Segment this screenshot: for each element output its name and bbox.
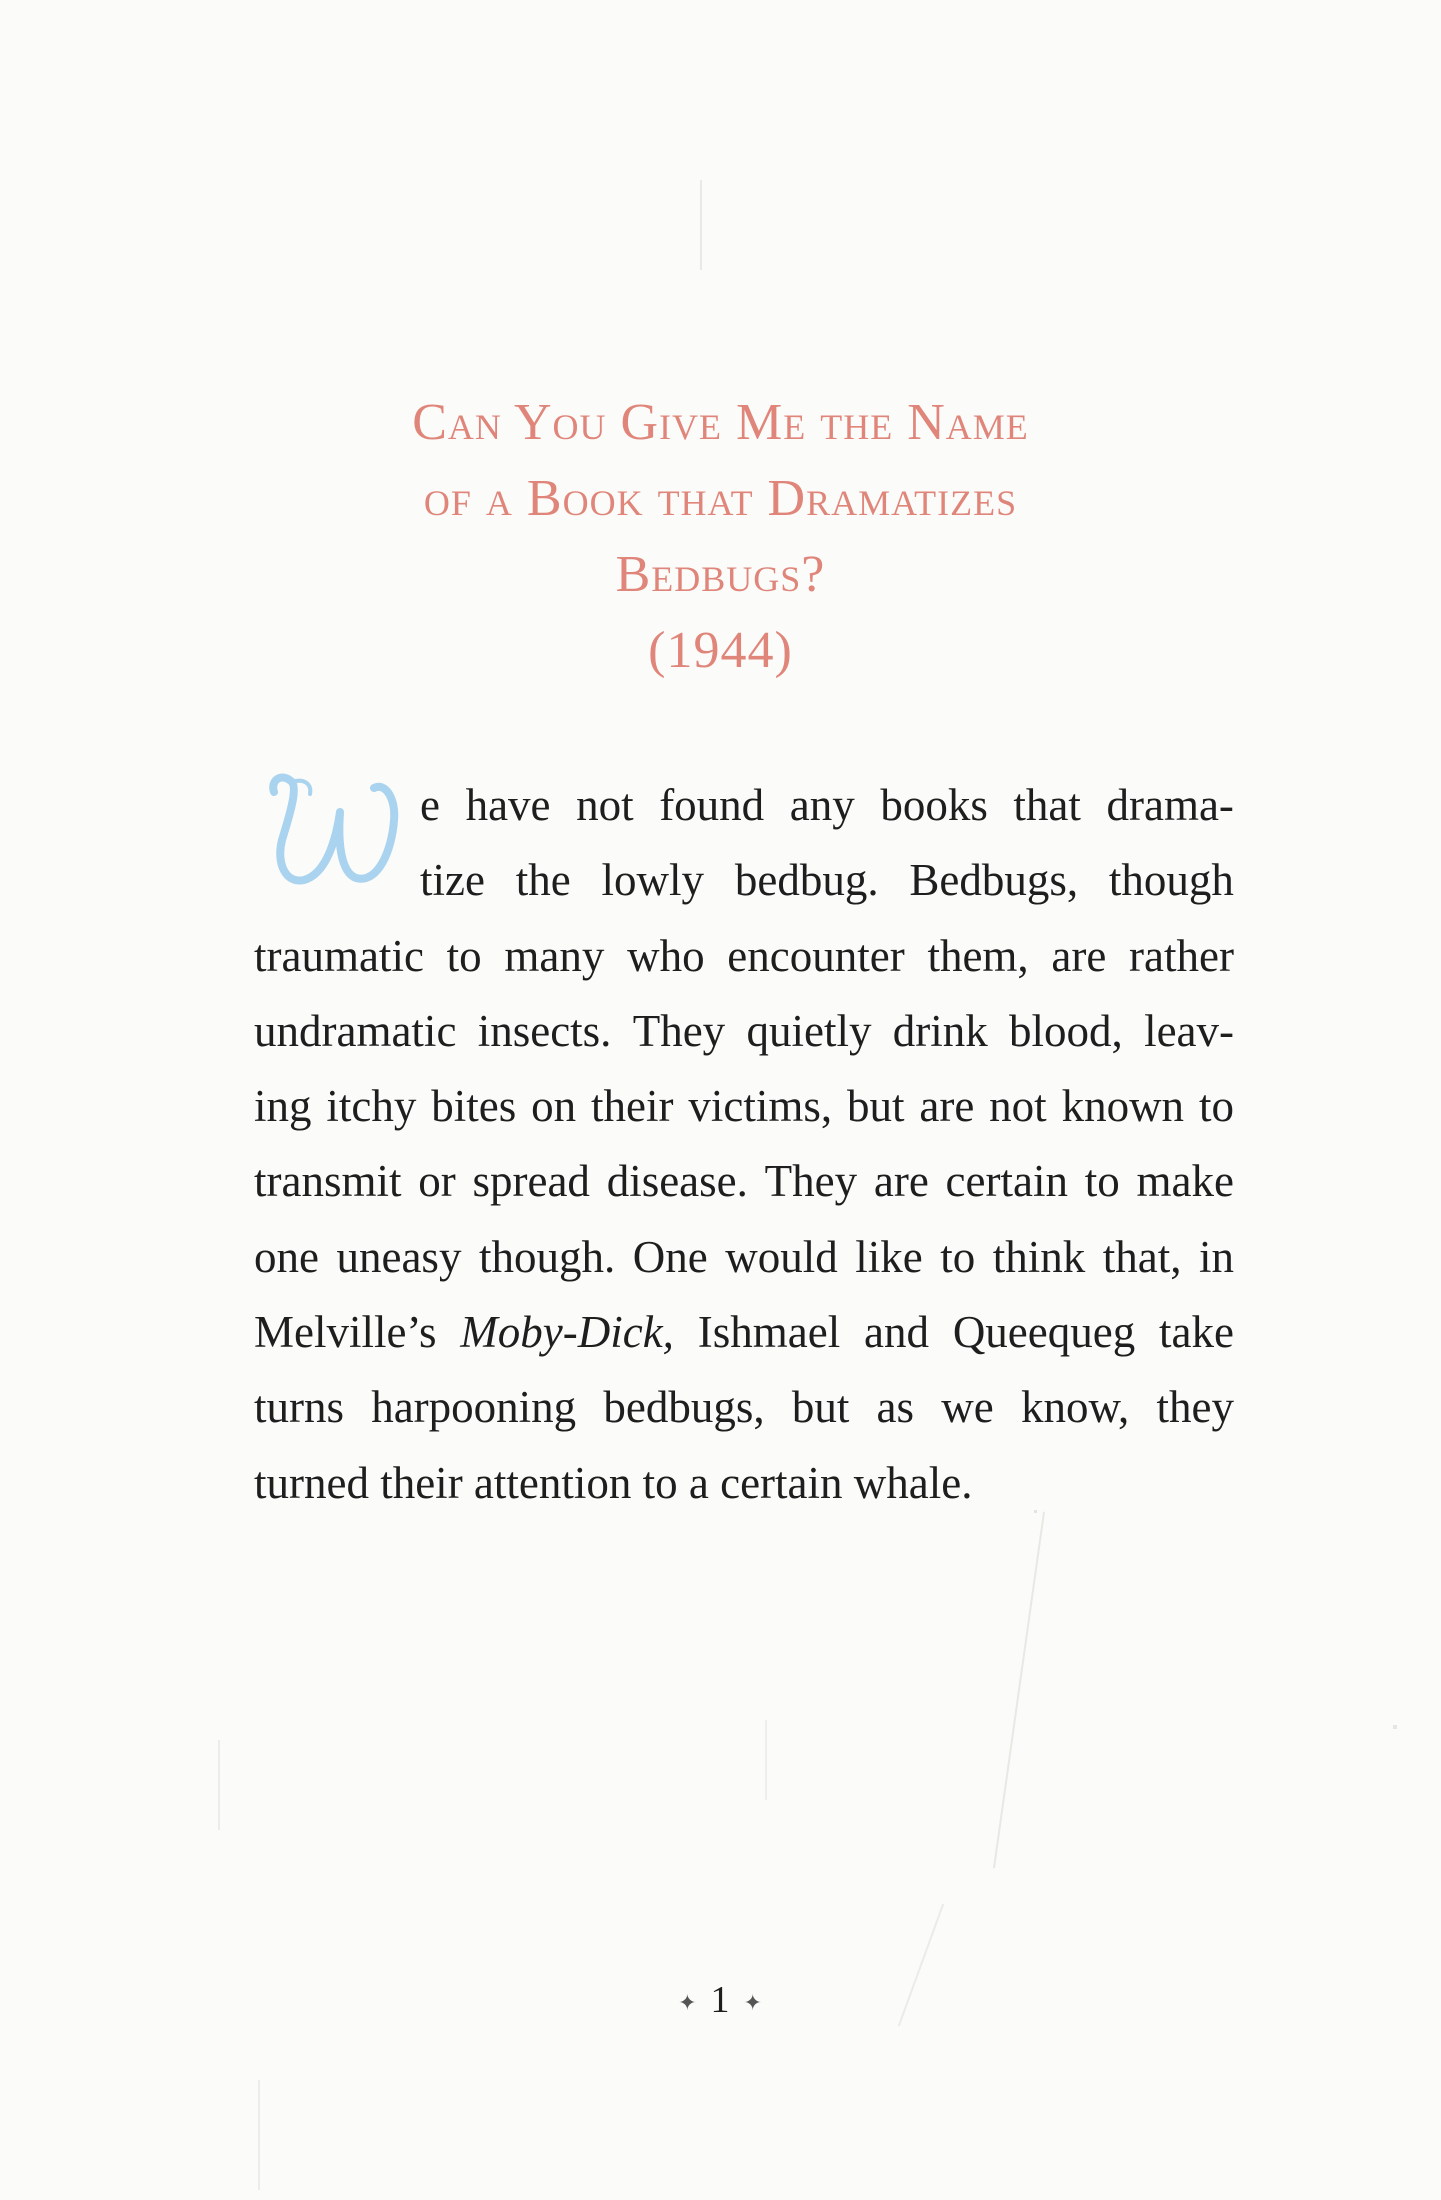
word: known [1061, 1081, 1185, 1132]
scan-artifact [993, 1512, 1045, 1869]
word: itchy [326, 1081, 417, 1132]
word: bedbug. [734, 855, 879, 906]
word: to [940, 1231, 976, 1282]
page-number [620, 1978, 820, 2022]
text-line [254, 768, 1234, 843]
word: any [789, 780, 855, 830]
ornament-left-icon: ✦ [678, 1990, 697, 2016]
word: but [791, 1382, 850, 1433]
word: that [1013, 780, 1081, 830]
word: though. [478, 1231, 616, 1282]
word: think [992, 1231, 1086, 1282]
word: one [254, 1231, 319, 1282]
scan-artifact [700, 180, 702, 270]
text-line [254, 1069, 1234, 1144]
word: disease. [606, 1156, 748, 1207]
word: are [873, 1156, 929, 1207]
text-line [254, 919, 1234, 994]
word: They [764, 1156, 858, 1207]
word: take [1159, 1307, 1234, 1358]
word: the [515, 855, 571, 906]
scan-artifact [218, 1740, 220, 1830]
word: know, [1020, 1382, 1130, 1433]
chapter-title [300, 385, 1141, 689]
title-line: of a Book that Dramatizes [423, 470, 1018, 527]
word: in [1198, 1231, 1234, 1282]
scan-artifact [765, 1720, 767, 1800]
word: They [632, 1005, 726, 1056]
word: on [531, 1081, 577, 1132]
word: traumatic [254, 930, 424, 981]
text-line [254, 994, 1234, 1069]
word: would [725, 1231, 838, 1282]
scan-artifact [1393, 1725, 1397, 1729]
word: undramatic [254, 1005, 457, 1056]
word: rather [1129, 930, 1234, 981]
last-line-text: turned their attention to a certain whale. [254, 1457, 973, 1508]
page-number-value: 1 [710, 1979, 730, 2021]
word: bedbugs, [603, 1382, 765, 1433]
text-line [254, 1446, 1234, 1521]
word: but [846, 1081, 905, 1132]
word: drama- [1106, 780, 1234, 830]
word: Bedbugs, [909, 855, 1079, 906]
book-title-italic: Moby-Dick, [460, 1307, 674, 1358]
word: leav- [1144, 1005, 1234, 1056]
word: their [591, 1081, 674, 1132]
word: spread [472, 1156, 590, 1207]
word: are [1051, 930, 1107, 981]
word: certain [945, 1156, 1068, 1207]
ornament-right-icon: ✦ [743, 1990, 762, 2016]
word: harpooning [371, 1382, 577, 1433]
word: like [855, 1231, 923, 1282]
word: though [1108, 855, 1234, 906]
title-line: Bedbugs? [615, 546, 826, 603]
title-year: (1944) [648, 622, 793, 679]
word: they [1156, 1382, 1234, 1433]
scan-artifact [898, 1904, 944, 2027]
word: drink [892, 1005, 988, 1056]
word: to [1084, 1156, 1120, 1207]
word: blood, [1009, 1005, 1123, 1056]
word: to [1198, 1081, 1234, 1132]
word: are [919, 1081, 975, 1132]
text-line [254, 1295, 1234, 1370]
word: not [576, 780, 634, 830]
word: e [420, 780, 440, 830]
word: them, [927, 930, 1029, 981]
scan-artifact [258, 2080, 260, 2190]
word: One [632, 1231, 708, 1282]
word: not [989, 1081, 1047, 1132]
word: transmit [254, 1156, 402, 1207]
word: ing [254, 1081, 312, 1132]
word: many [504, 930, 605, 981]
word: tize [420, 855, 485, 906]
word: turns [254, 1382, 344, 1433]
word: Queequeg [952, 1307, 1136, 1358]
word: that, [1102, 1231, 1182, 1282]
title-line: Can You Give Me the Name [412, 394, 1029, 451]
word: Melville’s [254, 1307, 437, 1358]
text-line [254, 1220, 1234, 1295]
word: to [446, 930, 482, 981]
text-line [254, 843, 1234, 918]
word: make [1136, 1156, 1234, 1207]
word: encounter [727, 930, 905, 981]
word: quietly [746, 1005, 872, 1056]
word: lowly [601, 855, 705, 906]
word: books [880, 780, 988, 830]
word: bites [431, 1081, 517, 1132]
word: insects. [477, 1005, 612, 1056]
word: have [465, 780, 551, 830]
word: as [876, 1382, 915, 1433]
word: we [941, 1382, 994, 1433]
word: Ishmael [697, 1307, 841, 1358]
body-paragraph [254, 768, 1234, 1521]
word: found [659, 780, 765, 830]
word: victims, [688, 1081, 833, 1132]
text-line [254, 1370, 1234, 1445]
text-line [254, 1144, 1234, 1219]
word: and [864, 1307, 929, 1358]
word: who [627, 930, 705, 981]
word: uneasy [336, 1231, 462, 1282]
word: or [418, 1156, 456, 1207]
